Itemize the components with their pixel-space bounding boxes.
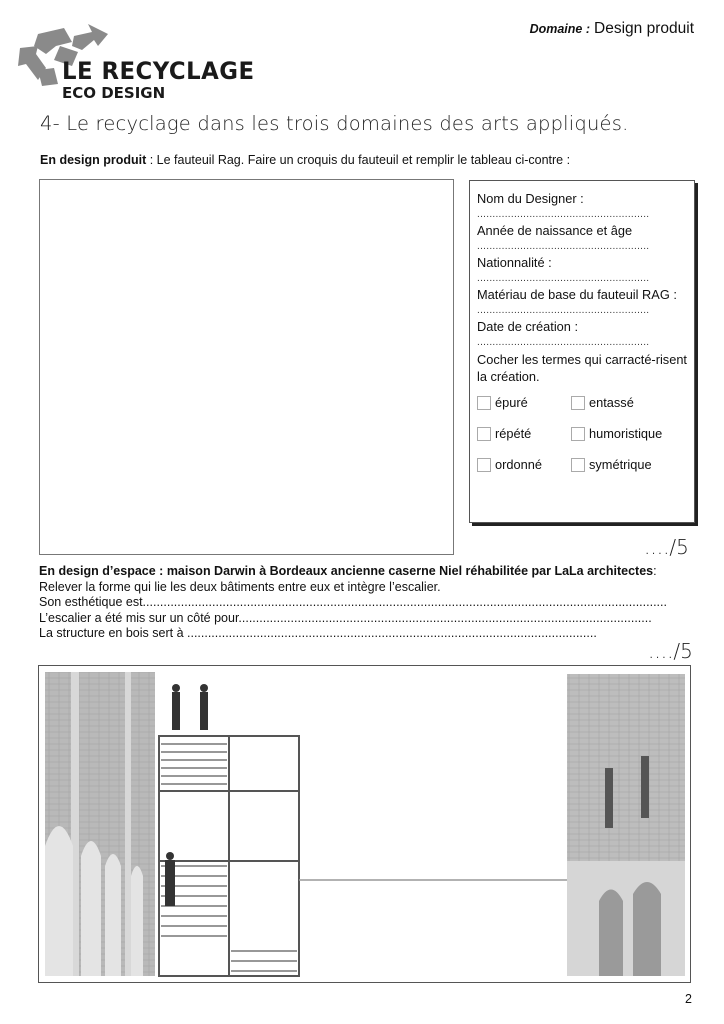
checkbox-item[interactable]: [571, 426, 681, 442]
checkbox-item[interactable]: [571, 395, 681, 411]
product-score: ..../5: [644, 535, 689, 559]
logo-subtitle: ECO DESIGN: [62, 84, 166, 102]
checkbox-item[interactable]: [477, 457, 571, 473]
product-instructions: [40, 153, 570, 168]
photo-illustration: [39, 666, 690, 982]
space-lead-colon: :: [653, 564, 657, 578]
checkbox[interactable]: [571, 458, 585, 472]
space-answer-line[interactable]: Son esthétique est.......................................................................................................................................................: [39, 595, 667, 609]
product-lead: En design produit: [40, 153, 147, 167]
field-label: Année de naissance et âge: [477, 223, 633, 238]
checkbox-label: humoristique: [589, 426, 663, 441]
field-blank[interactable]: ........................................................: [477, 209, 650, 220]
checkbox-instruction: Cocher les termes qui carracté-risent la création.: [477, 352, 687, 384]
checkbox-label: symétrique: [589, 457, 652, 472]
space-question: Relever la forme qui lie les deux bâtiments entre eux et intègre l’escalier.: [39, 579, 441, 594]
checkbox[interactable]: [477, 458, 491, 472]
checkbox-item[interactable]: [477, 395, 571, 411]
checkbox-label: répété: [495, 426, 532, 441]
checkbox-label: entassé: [589, 395, 634, 410]
left-building: [45, 672, 155, 976]
checkbox-item[interactable]: [477, 426, 571, 442]
page-number: 2: [685, 992, 692, 1006]
checkbox[interactable]: [477, 427, 491, 441]
checkbox[interactable]: [571, 396, 585, 410]
designer-form: [469, 180, 695, 523]
field-blank[interactable]: ........................................................: [477, 241, 650, 252]
right-building: [567, 674, 685, 976]
field-label: Matériau de base du fauteuil RAG :: [477, 287, 677, 302]
domain-value: Design produit: [594, 20, 694, 37]
domain-header: [530, 20, 694, 38]
space-section: [39, 564, 701, 642]
field-label: Date de création :: [477, 319, 579, 334]
checkbox-label: épuré: [495, 395, 528, 410]
page-heading: 4- Le recyclage dans les trois domaines des arts appliqués.: [40, 112, 629, 135]
field-label: Nom du Designer :: [477, 191, 584, 206]
checkbox-label: ordonné: [495, 457, 542, 472]
field-blank[interactable]: ........................................................: [477, 337, 650, 348]
checkbox[interactable]: [571, 427, 585, 441]
sketch-area[interactable]: [39, 179, 454, 555]
people: [165, 684, 208, 906]
field-blank[interactable]: ........................................................: [477, 273, 650, 284]
domain-label: Domaine :: [529, 22, 591, 36]
field-label: Nationnalité :: [477, 255, 552, 270]
space-answer-line[interactable]: L’escalier a été mis sur un côté pour.......................................................................................................................: [39, 610, 652, 625]
product-text: : Le fauteuil Rag. Faire un croquis du fauteuil et remplir le tableau ci-contre :: [146, 153, 571, 167]
logo: [16, 24, 255, 108]
space-lead: En design d’espace : maison Darwin à Bordeaux ancienne caserne Niel réhabilitée par LaLa architectes: [39, 564, 654, 578]
space-answer-line[interactable]: La structure en bois sert à ......................................................................................................................: [39, 626, 597, 640]
staircase-structure: [159, 736, 299, 976]
checkbox-group: [477, 395, 687, 473]
field-blank[interactable]: ........................................................: [477, 305, 650, 316]
space-score: ..../5: [648, 639, 693, 663]
checkbox-item[interactable]: [571, 457, 681, 473]
darwin-building-photo: [38, 665, 691, 983]
checkbox[interactable]: [477, 396, 491, 410]
logo-title: LE RECYCLAGE: [62, 57, 255, 85]
